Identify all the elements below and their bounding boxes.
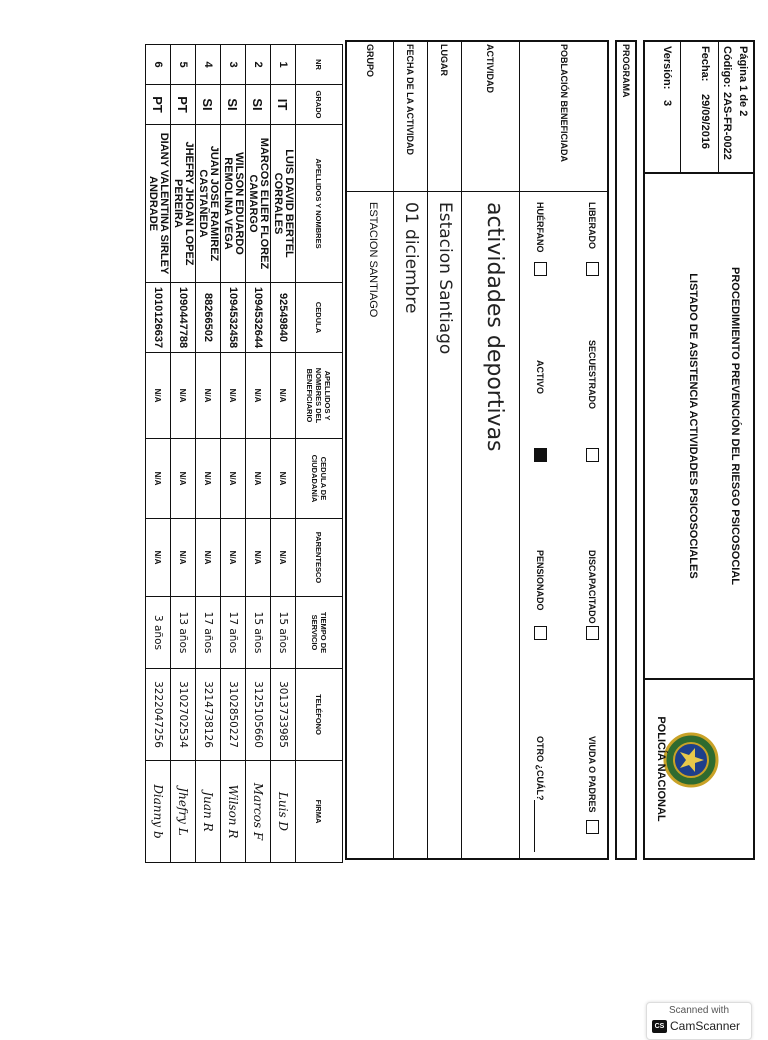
row-id: 1090447788: [171, 283, 196, 353]
row-grade: SI: [246, 85, 271, 125]
row-nr: 1: [271, 45, 296, 85]
row-nr: 4: [196, 45, 221, 85]
attendance-table: [145, 44, 343, 863]
row-beneficiary: N/A: [221, 353, 246, 439]
row-signature: Marcos F: [246, 761, 271, 863]
table-row: [146, 45, 171, 863]
row-nr: 6: [146, 45, 171, 85]
page-indicator: Página 1 de 2: [737, 46, 749, 117]
place-label: LUGAR: [439, 44, 449, 76]
header-grade: GRADO: [296, 85, 343, 125]
row-ben-id: N/A: [171, 439, 196, 519]
attendance-form-sheet: [135, 30, 755, 870]
row-ben-id: N/A: [196, 439, 221, 519]
huerfano-checkbox[interactable]: [534, 262, 547, 276]
row-phone: 3102702534: [171, 669, 196, 761]
pensionado-checkbox[interactable]: [534, 626, 547, 640]
row-name: JHEFRY JHOAN LOPEZ PEREIRA: [171, 125, 196, 283]
row-grade: PT: [171, 85, 196, 125]
viuda-checkbox[interactable]: [586, 820, 599, 834]
header-name: APELLIDOS Y NOMBRES: [296, 125, 343, 283]
row-signature: Wilson R: [221, 761, 246, 863]
row-grade: SI: [221, 85, 246, 125]
row-service: 15 años: [246, 597, 271, 669]
code-label: Código:: [721, 46, 733, 88]
camscanner-watermark: [646, 1002, 752, 1040]
secuestrado-checkbox[interactable]: [586, 448, 599, 462]
row-phone: 3125105660: [246, 669, 271, 761]
row-phone: 3013733985: [271, 669, 296, 761]
row-signature: Luis D: [271, 761, 296, 863]
row-nr: 3: [221, 45, 246, 85]
row-beneficiary: N/A: [171, 353, 196, 439]
table-row: [171, 45, 196, 863]
header-relation: PARENTESCO: [296, 519, 343, 597]
row-name: MARCOS ELIER FLOREZ CAMARGO: [246, 125, 271, 283]
row-name: DIANY VALENTINA SIRLEY ANDRADE: [146, 125, 171, 283]
program-row: [615, 40, 637, 860]
row-service: 3 años: [146, 597, 171, 669]
row-service: 15 años: [271, 597, 296, 669]
row-nr: 5: [171, 45, 196, 85]
row-id: 88266502: [196, 283, 221, 353]
option-huerfano-label: HUÉRFANO: [535, 202, 545, 253]
place-value[interactable]: Estacion Santiago: [435, 202, 455, 355]
row-service: 17 años: [221, 597, 246, 669]
row-ben-id: N/A: [221, 439, 246, 519]
version-label: Versión:: [661, 46, 673, 90]
row-id: 1094532458: [221, 283, 246, 353]
activo-checkbox[interactable]: [534, 448, 547, 462]
row-ben-id: N/A: [271, 439, 296, 519]
otro-line: [534, 800, 535, 852]
header-nr: NR: [296, 45, 343, 85]
date-label: Fecha:: [699, 46, 711, 82]
row-relation: N/A: [146, 519, 171, 597]
row-nr: 2: [246, 45, 271, 85]
row-service: 17 años: [196, 597, 221, 669]
table-header-row: [296, 45, 343, 863]
activity-label: ACTIVIDAD: [485, 44, 495, 93]
row-ben-id: N/A: [246, 439, 271, 519]
group-label: GRUPO: [365, 44, 375, 78]
row-relation: N/A: [196, 519, 221, 597]
row-service: 13 años: [171, 597, 196, 669]
row-id: 1010126637: [146, 283, 171, 353]
row-grade: PT: [146, 85, 171, 125]
header-id: CEDULA: [296, 283, 343, 353]
row-signature: Jhefry L: [171, 761, 196, 863]
activity-value[interactable]: actividades deportivas: [482, 202, 507, 452]
activity-date-label: FECHA DE LA ACTIVIDAD: [405, 44, 415, 155]
row-id: 92549840: [271, 283, 296, 353]
discapacitado-checkbox[interactable]: [586, 626, 599, 640]
row-relation: N/A: [171, 519, 196, 597]
group-value[interactable]: ESTACION SANTIAGO: [367, 202, 379, 318]
row-grade: IT: [271, 85, 296, 125]
option-pensionado-label: PENSIONADO: [535, 550, 545, 611]
table-row: [271, 45, 296, 863]
row-beneficiary: N/A: [146, 353, 171, 439]
row-relation: N/A: [271, 519, 296, 597]
header-ben-id: CEDULA DE CIUDADANÍA: [296, 439, 343, 519]
liberado-checkbox[interactable]: [586, 262, 599, 276]
list-title: LISTADO DE ASISTENCIA ACTIVIDADES PSICOSOCIALES: [687, 273, 699, 579]
date-value: 29/09/2016: [699, 94, 711, 150]
row-relation: N/A: [246, 519, 271, 597]
row-beneficiary: N/A: [196, 353, 221, 439]
table-row: [196, 45, 221, 863]
camscanner-brand-text: CamScanner: [670, 1019, 741, 1033]
row-beneficiary: N/A: [271, 353, 296, 439]
header-beneficiary: APELLIDOS Y NOMBRES DEL BENEFICIARIO: [296, 353, 343, 439]
row-phone: 3222047256: [146, 669, 171, 761]
camscanner-logo-icon: CS: [652, 1020, 667, 1033]
table-row: [246, 45, 271, 863]
row-relation: N/A: [221, 519, 246, 597]
code-value: 2AS-FR-0022: [721, 92, 733, 160]
row-phone: 3214738126: [196, 669, 221, 761]
option-discapacitado-label: DISCAPACITADO: [587, 550, 597, 624]
option-secuestrado-label: SECUESTRADO: [587, 340, 597, 410]
row-name: LUIS DAVID BERTEL CORRALES: [271, 125, 296, 283]
institution-name: POLICÍA NACIONAL: [655, 716, 667, 822]
scanned-with-text: Scanned with: [668, 1005, 730, 1016]
row-grade: SI: [196, 85, 221, 125]
option-liberado-label: LIBERADO: [587, 202, 597, 249]
procedure-title: PROCEDIMIENTO PREVENCIÓN DEL RIESGO PSICOSOCIAL: [729, 266, 741, 586]
option-otro-label: OTRO ¿CUÁL?: [535, 736, 545, 801]
row-beneficiary: N/A: [246, 353, 271, 439]
program-label: PROGRAMA: [621, 44, 631, 98]
row-phone: 3102850227: [221, 669, 246, 761]
table-row: [221, 45, 246, 863]
row-ben-id: N/A: [146, 439, 171, 519]
population-label: POBLACIÓN BENEFICIADA: [559, 44, 569, 163]
police-seal-icon: [661, 730, 721, 790]
row-signature: Dianny b: [146, 761, 171, 863]
row-signature: Juan R: [196, 761, 221, 863]
row-name: WILSON EDUARDO REMOLINA VEGA: [221, 125, 246, 283]
option-viuda-label: VIUDA O PADRES: [587, 736, 597, 813]
version-value: 3: [661, 100, 673, 107]
row-name: JUAN JOSE RAMIREZ CASTAÑEDA: [196, 125, 221, 283]
activity-date-value[interactable]: 01 diciembre: [401, 202, 421, 314]
option-activo-label: ACTIVO: [535, 360, 545, 395]
header-phone: TELÉFONO: [296, 669, 343, 761]
header-signature: FIRMA: [296, 761, 343, 863]
label-column: [345, 40, 609, 192]
header-service: TIEMPO DE SERVICIO: [296, 597, 343, 669]
row-id: 1094532644: [246, 283, 271, 353]
